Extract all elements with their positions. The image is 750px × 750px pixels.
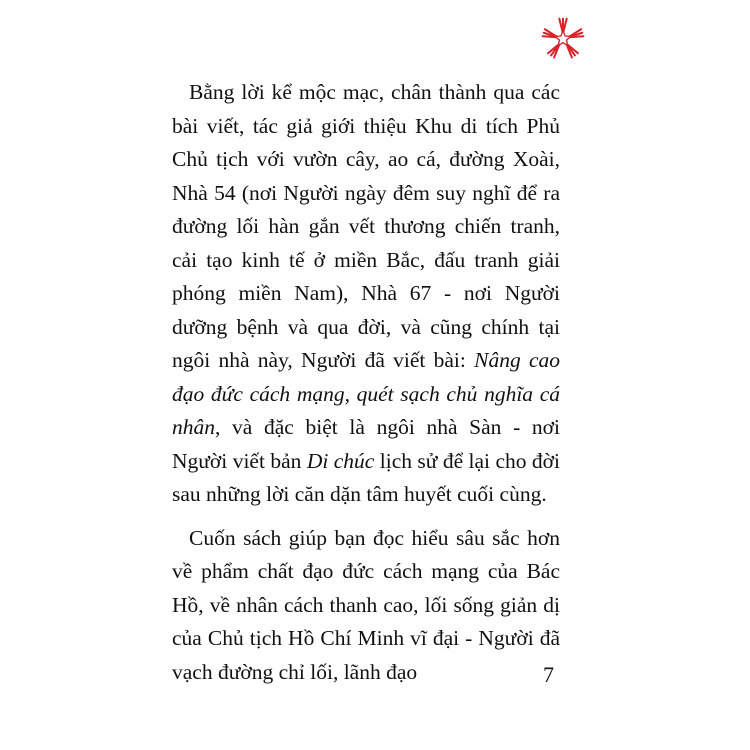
emblem-center-star: [555, 31, 571, 46]
paragraph-2: [172, 522, 560, 690]
paragraph-1-text-a: Bằng lời kể mộc mạc, chân thành qua các bài viết, tác giả giới thiệu Khu di tích Phủ Chủ tịch với vườn cây, ao cá, đường Xoài, Nhà 54 (nơi Người ngày đêm suy nghĩ để ra đường lối hàn gắn vết thương chiến tranh, cải tạo kinh tế ở miền Bắc, đấu tranh giải phóng miền Nam), Nhà 67 - nơi Người dưỡng bệnh và qua đời, và cũng chính tại ngôi nhà này, Người đã viết bài:: [172, 80, 560, 372]
page-number: 7: [543, 662, 554, 687]
paragraph-1-italic-title: Nâng cao đạo đức cách mạng, quét sạch chủ nghĩa cá nhân: [172, 348, 560, 439]
body-text: [172, 76, 560, 689]
paragraph-1: [172, 76, 560, 512]
publisher-star-emblem-icon: [540, 16, 586, 62]
paragraph-1-text-b: , và đặc biệt là ngôi nhà Sàn - nơi Người viết bản: [172, 415, 560, 473]
paragraph-1-italic-di-chuc: Di chúc: [306, 448, 375, 473]
paragraph-1-text-c: lịch sử để lại cho đời sau những lời căn dặn tâm huyết cuối cùng.: [172, 448, 560, 506]
paragraph-2-text: Cuốn sách giúp bạn đọc hiểu sâu sắc hơn về phẩm chất đạo đức cách mạng của Bác Hồ, về nhân cách thanh cao, lối sống giản dị của Chủ tịch Hồ Chí Minh vĩ đại - Người đã vạch đường chỉ lối, lãnh đạo: [172, 525, 560, 684]
